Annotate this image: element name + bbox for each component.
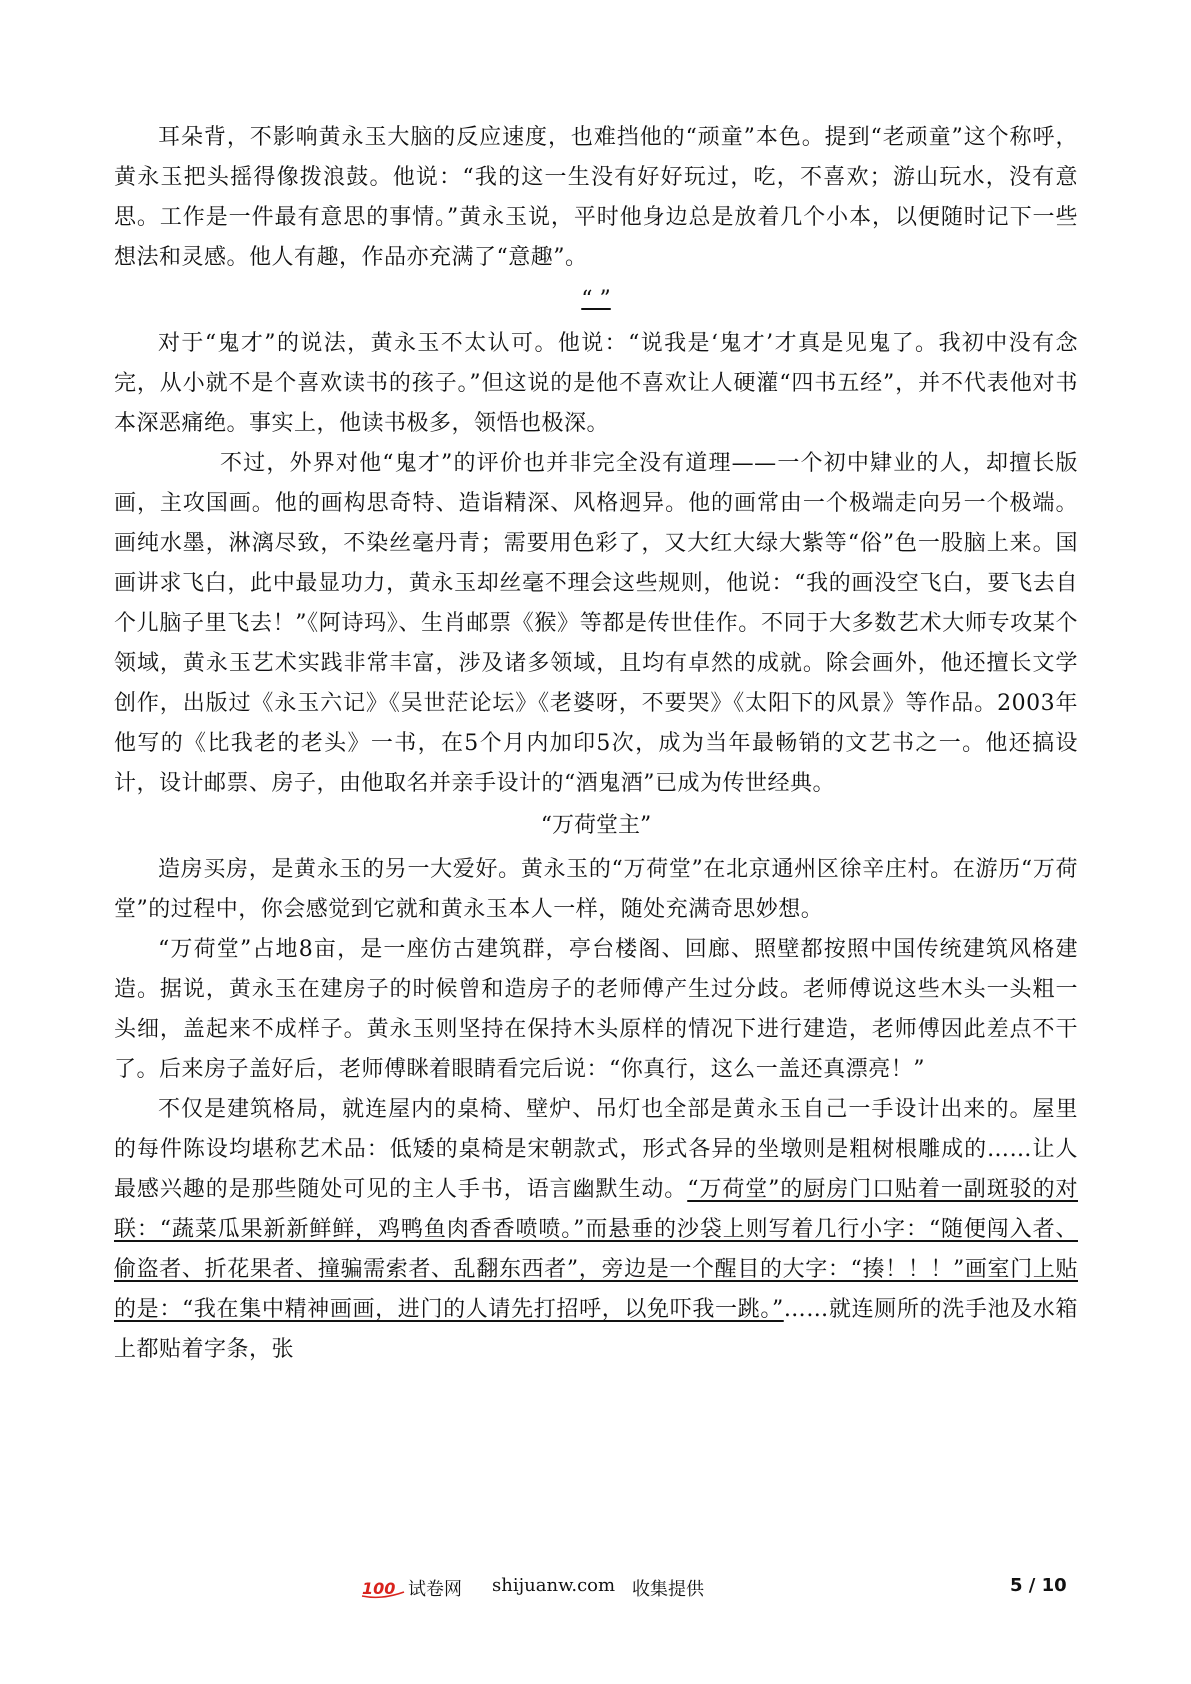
shijuanw-logo-icon (360, 1577, 406, 1599)
section-heading-text: “ ” (581, 287, 611, 312)
footer-domain: shijuanw.com (492, 1575, 616, 1596)
paragraph-wanton-child: 耳朵背，不影响黄永玉大脑的反应速度，也难挡他的“顽童”本色。提到“老顽童”这个称呼，黄永玉把头摇得像拨浪鼓。他说：“我的这一生没有好好玩过，吃，不喜欢；游山玩水，没有意思。工作是一件最有意思的事情。”黄永玉说，平时他身边总是放着几个小本，以便随时记下一些想法和灵感。他人有趣，作品亦充满了“意趣”。 (114, 125, 1078, 270)
paragraph-ghost-talent-intro: 对于“鬼才”的说法，黄永玉不太认可。他说：“说我是‘鬼才’才真是见鬼了。我初中没有念完，从小就不是个喜欢读书的孩子。”但这说的是他不喜欢让人硬灌“四书五经”，并不代表他对书本深恶痛绝。事实上，他读书极多，领悟也极深。 (114, 331, 1078, 436)
paragraph-wanhetang-interior (114, 1090, 1078, 1370)
section-heading-wanhetang (114, 806, 1078, 846)
paragraph-house-hobby: 造房买房，是黄永玉的另一大爱好。黄永玉的“万荷堂”在北京通州区徐辛庄村。在游历“万荷堂”的过程中，你会感觉到它就和黄永玉本人一样，随处充满奇思妙想。 (114, 857, 1078, 922)
page-footer (0, 1573, 1191, 1613)
footer-credit: 收集提供 (632, 1579, 704, 1600)
section-heading-ghost-talent (114, 280, 1078, 320)
page-number: 5 / 10 (1010, 1575, 1067, 1596)
section-heading-text: “万荷堂主” (540, 813, 652, 838)
interior-text-tail: ……就连厕所的洗手池及水箱上都贴着字条，张 (114, 1297, 1078, 1362)
svg-text:100: 100 (362, 1579, 396, 1598)
interior-text: 不仅是建筑格局，就连屋内的桌椅、壁炉、吊灯也全部是黄永玉自己一手设计出来的。屋里的每件陈设均堪称艺术品：低矮的桌椅是宋朝款式，形式各异的坐墩则是粗树根雕成的……让人最感兴趣的是那些随处可见的主人手书，语言幽默生动。 (114, 1097, 1078, 1202)
paragraph-ghost-talent-art: 不过，外界对他“鬼才”的评价也并非完全没有道理——一个初中肄业的人，却擅长版画，主攻国画。他的画构思奇特、造诣精深、风格迥异。他的画常由一个极端走向另一个极端。画纯水墨，淋漓尽致，不染丝毫丹青；需要用色彩了，又大红大绿大紫等“俗”色一股脑上来。国画讲求飞白，此中最显功力，黄永玉却丝毫不理会这些规则，他说：“我的画没空飞白，要飞去自个儿脑子里飞去！”《阿诗玛》、生肖邮票《猴》等都是传世佳作。不同于大多数艺术大师专攻某个领域，黄永玉艺术实践非常丰富，涉及诸多领域，且均有卓然的成就。除会画外，他还擅长文学创作，出版过《永玉六记》《吴世茫论坛》《老婆呀，不要哭》《太阳下的风景》等作品。2003年他写的《比我老的老头》一书，在5个月内加印5次，成为当年最畅销的文艺书之一。他还搞设计，设计邮票、房子，由他取名并亲手设计的“酒鬼酒”已成为传世经典。 (114, 451, 1078, 796)
paragraph-wanhetang-building: “万荷堂”占地8亩，是一座仿古建筑群，亭台楼阁、回廊、照壁都按照中国传统建筑风格建造。据说，黄永玉在建房子的时候曾和造房子的老师傅产生过分歧。老师傅说这些木头一头粗一头细，盖起来不成样子。黄永玉则坚持在保持木头原样的情况下进行建造，老师傅因此差点不干了。后来房子盖好后，老师傅眯着眼睛看完后说：“你真行，这么一盖还真漂亮！” (114, 937, 1078, 1082)
footer-site-name: 试卷网 (408, 1579, 462, 1600)
underlined-quotes: “万荷堂”的厨房门口贴着一副斑驳的对联：“蔬菜瓜果新新鲜鲜，鸡鸭鱼肉香香喷喷。”而悬垂的沙袋上则写着几行小字：“随便闯入者、偷盗者、折花果者、撞骗需索者、乱翻东西者”，旁边是一个醒目的大字：“揍！！！”画室门上贴的是：“我在集中精神画画，进门的人请先打招呼，以免吓我一跳。” (114, 1177, 1078, 1322)
page-body (114, 118, 1078, 1370)
